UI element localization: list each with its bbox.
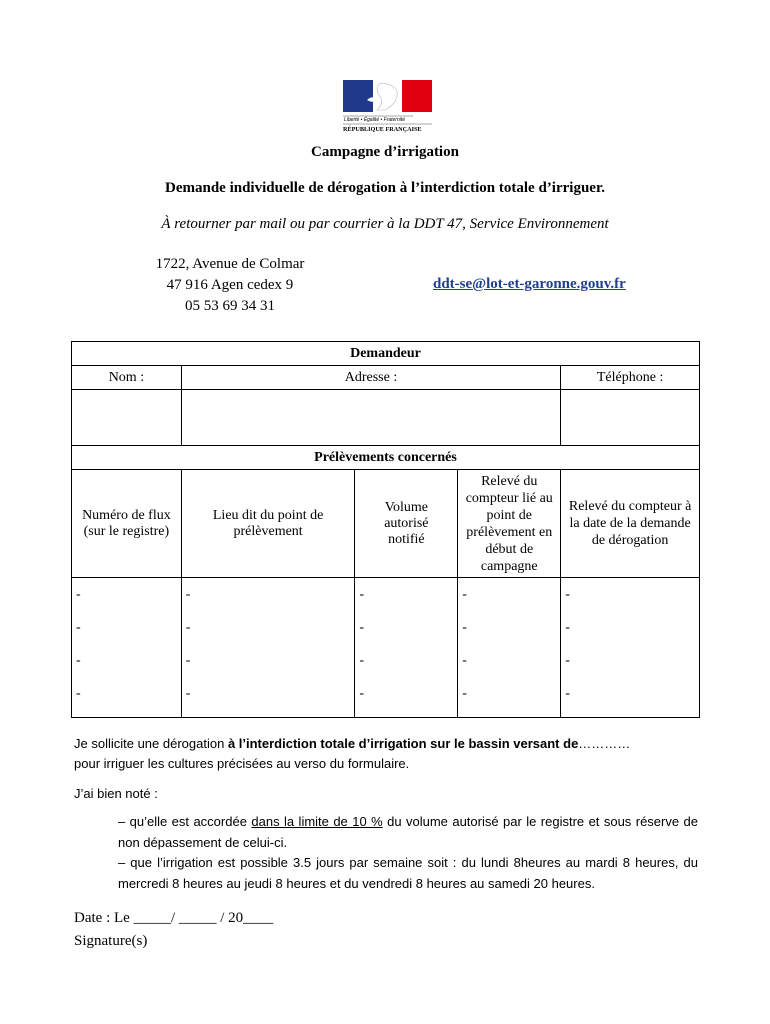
dash: - xyxy=(462,587,467,602)
svg-text:Liberté • Égalité • Fraternité: Liberté • Égalité • Fraternité xyxy=(344,117,406,123)
dash: - xyxy=(565,653,570,668)
request-line2: pour irriguer les cultures précisées au verso du formulaire. xyxy=(74,756,410,771)
bullet-limit xyxy=(118,812,698,853)
dash: - xyxy=(359,620,365,635)
flux-entries[interactable] xyxy=(72,578,182,718)
request-paragraph xyxy=(74,734,700,774)
noted-heading: J’ai bien noté : xyxy=(74,786,158,801)
dash: - xyxy=(185,686,191,701)
dash: - xyxy=(185,620,191,635)
dash: - xyxy=(76,587,81,602)
header-releve-debut: Relevé du compteur lié au point de prélèvement en début de campagne xyxy=(458,470,561,578)
dash: - xyxy=(462,653,467,668)
dash: - xyxy=(565,620,570,635)
dash: - xyxy=(359,653,365,668)
request-dots: ………… xyxy=(578,736,631,751)
col-telephone: Téléphone : xyxy=(561,366,700,390)
request-table xyxy=(71,341,700,718)
address-phone: 05 53 69 34 31 xyxy=(185,298,275,314)
releve-debut-entries[interactable] xyxy=(458,578,561,718)
section-demandeur: Demandeur xyxy=(72,342,700,366)
header-volume: Volume autorisé notifié xyxy=(355,470,458,578)
request-start: Je sollicite une dérogation xyxy=(74,736,228,751)
request-bold: à l’interdiction totale d’irrigation sur le bassin versant de xyxy=(227,736,579,751)
dash: - xyxy=(359,686,365,701)
header-releve-demande: Relevé du compteur à la date de la demande de dérogation xyxy=(561,470,700,578)
section-prelevements: Prélèvements concernés xyxy=(72,446,700,470)
dash: - xyxy=(565,686,570,701)
releve-demande-entries[interactable] xyxy=(561,578,700,718)
republique-francaise-logo xyxy=(341,80,434,135)
dash: - xyxy=(76,653,81,668)
nom-field[interactable] xyxy=(72,390,182,446)
address-street: 1722, Avenue de Colmar xyxy=(155,256,305,272)
adresse-field[interactable] xyxy=(181,390,560,446)
header-lieu-dit: Lieu dit du point de prélèvement xyxy=(181,470,355,578)
col-nom: Nom : xyxy=(72,366,182,390)
address-city: 47 916 Agen cedex 9 xyxy=(166,277,294,293)
signature-line[interactable]: Signature(s) xyxy=(74,933,148,949)
header-numero-flux: Numéro de flux (sur le registre) xyxy=(72,470,182,578)
form-title: Campagne d’irrigation xyxy=(311,144,459,160)
dash: - xyxy=(76,686,81,701)
return-instruction: À retourner par mail ou par courrier à la DDT 47, Service Environnement xyxy=(161,216,609,232)
dash: - xyxy=(462,686,467,701)
dash: - xyxy=(565,587,570,602)
bullet-schedule: – que l’irrigation est possible 3.5 jours par semaine soit : du lundi 8heures au mardi 8 heures, du mercredi 8 heures au jeudi 8 heures et du vendredi 8 heures au samedi 20 heures. xyxy=(118,855,698,891)
dash: - xyxy=(76,620,81,635)
bullet-limit-pre: – qu’elle est accordée xyxy=(118,814,252,829)
bullet-limit-post: du volume autorisé par le registre et sous réserve de non dépassement de celui-ci. xyxy=(118,814,698,850)
bullet-limit-underline: dans la limite de 10 % xyxy=(251,814,383,829)
dash: - xyxy=(185,587,191,602)
postal-address xyxy=(130,254,330,317)
dash: - xyxy=(185,653,191,668)
email-link[interactable]: ddt-se@lot-et-garonne.gouv.fr xyxy=(433,276,626,292)
telephone-field[interactable] xyxy=(561,390,700,446)
col-adresse: Adresse : xyxy=(181,366,560,390)
form-subtitle: Demande individuelle de dérogation à l’interdiction totale d’irriguer. xyxy=(165,180,605,196)
svg-text:RÉPUBLIQUE FRANÇAISE: RÉPUBLIQUE FRANÇAISE xyxy=(343,126,422,133)
volume-entries[interactable] xyxy=(355,578,458,718)
lieu-entries[interactable] xyxy=(181,578,355,718)
dash: - xyxy=(462,620,467,635)
dash: - xyxy=(359,587,365,602)
date-line[interactable]: Date : Le _____/ _____ / 20____ xyxy=(74,910,274,926)
